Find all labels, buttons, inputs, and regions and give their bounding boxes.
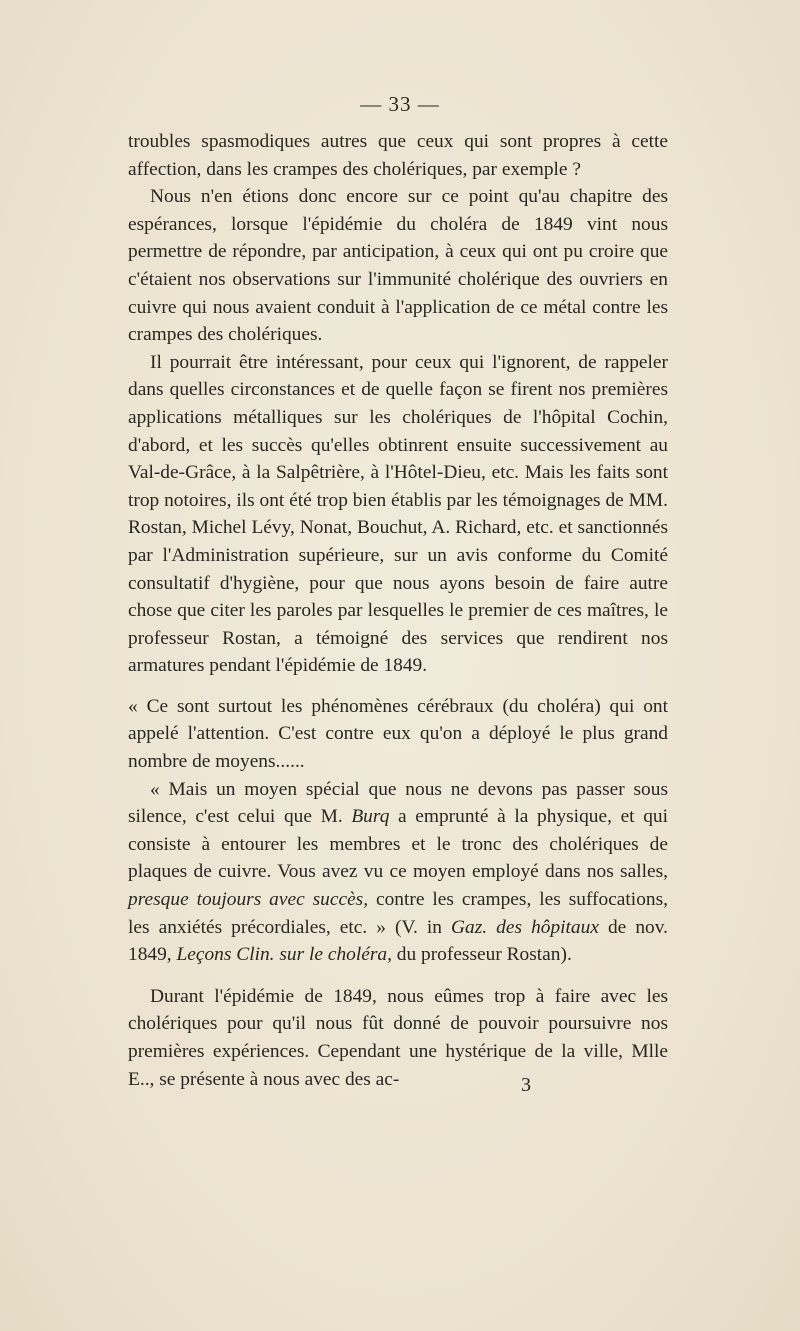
quotation-paragraph: « Ce sont surtout les phénomènes cérébraux (du choléra) qui ont appelé l'attention. C'est contre eux qu'on a déployé le plus grand nombre de moyens...... (128, 695, 668, 773)
citation-journal-italic: Gaz. des hôpitaux (451, 916, 599, 938)
quote-name-italic: Burq (351, 806, 390, 828)
citation-title-italic: Leçons Clin. sur le choléra, (176, 944, 392, 966)
paragraph: troubles spasmodiques autres que ceux qui sont propres à cette affection, dans les crampes des cholériques, par exemple ? (128, 131, 668, 180)
signature-mark: 3 (521, 1074, 531, 1096)
page-number: — 33 — (360, 92, 440, 116)
quotation-paragraph (128, 776, 668, 969)
quote-text: de nov. 1849, (128, 916, 669, 966)
body-text (128, 128, 668, 1093)
quote-text: contre les crampes, les suffocations, les anxiétés précordiales, etc. » (V. in (128, 889, 668, 938)
quote-text: a emprunté à la physique, et qui consiste à entourer les membres et le tronc des cholériques de plaques de cuivre. Vous avez vu ce moyen employé dans nos salles, (128, 806, 668, 883)
paragraph: Il pourrait être intéressant, pour ceux qui l'ignorent, de rappeler dans quelles circonstances et de quelle façon se firent nos premières applications métalliques sur les cholériques de l'hôpital Cochin, d'abord, et les succès qu'elles obtinrent ensuite successivement au Val-de-Grâce, à la Salpêtrière, à l'Hôtel-Dieu, etc. Mais les faits sont trop notoires, ils ont été trop bien établis par les témoignages de MM. Rostan, Michel Lévy, Nonat, Bouchut, A. Richard, etc. et sanctionnés par l'Administration supérieure, sur un avis conforme du Comité consultatif d'hygiène, pour que nous ayons besoin de faire autre chose que citer les paroles par lesquelles le premier de ces maîtres, le professeur Rostan, a témoigné des services que rendirent nos armatures pendant l'épidémie de 1849. (128, 351, 668, 677)
quote-text: du professeur Rostan). (391, 944, 572, 966)
quote-text: « Mais un moyen spécial que nous ne devons pas passer sous silence, c'est celui que M. (128, 778, 668, 828)
quote-emphasis-italic: presque toujours avec succès, (128, 889, 369, 911)
paragraph: Durant l'épidémie de 1849, nous eûmes trop à faire avec les cholériques pour qu'il nous fût donné de pouvoir poursuivre nos premières expériences. Cependant une hystérique de la ville, Mlle E.., se présente à nous avec des ac- (128, 985, 668, 1090)
paragraph: Nous n'en étions donc encore sur ce point qu'au chapitre des espérances, lorsque l'épidémie du choléra de 1849 vint nous permettre de répondre, par anticipation, à ceux qui ont pu croire que c'étaient nos observations sur l'immunité cholérique des ouvriers en cuivre qui nous avaient conduit à l'application de ce métal contre les crampes des cholériques. (128, 186, 668, 346)
